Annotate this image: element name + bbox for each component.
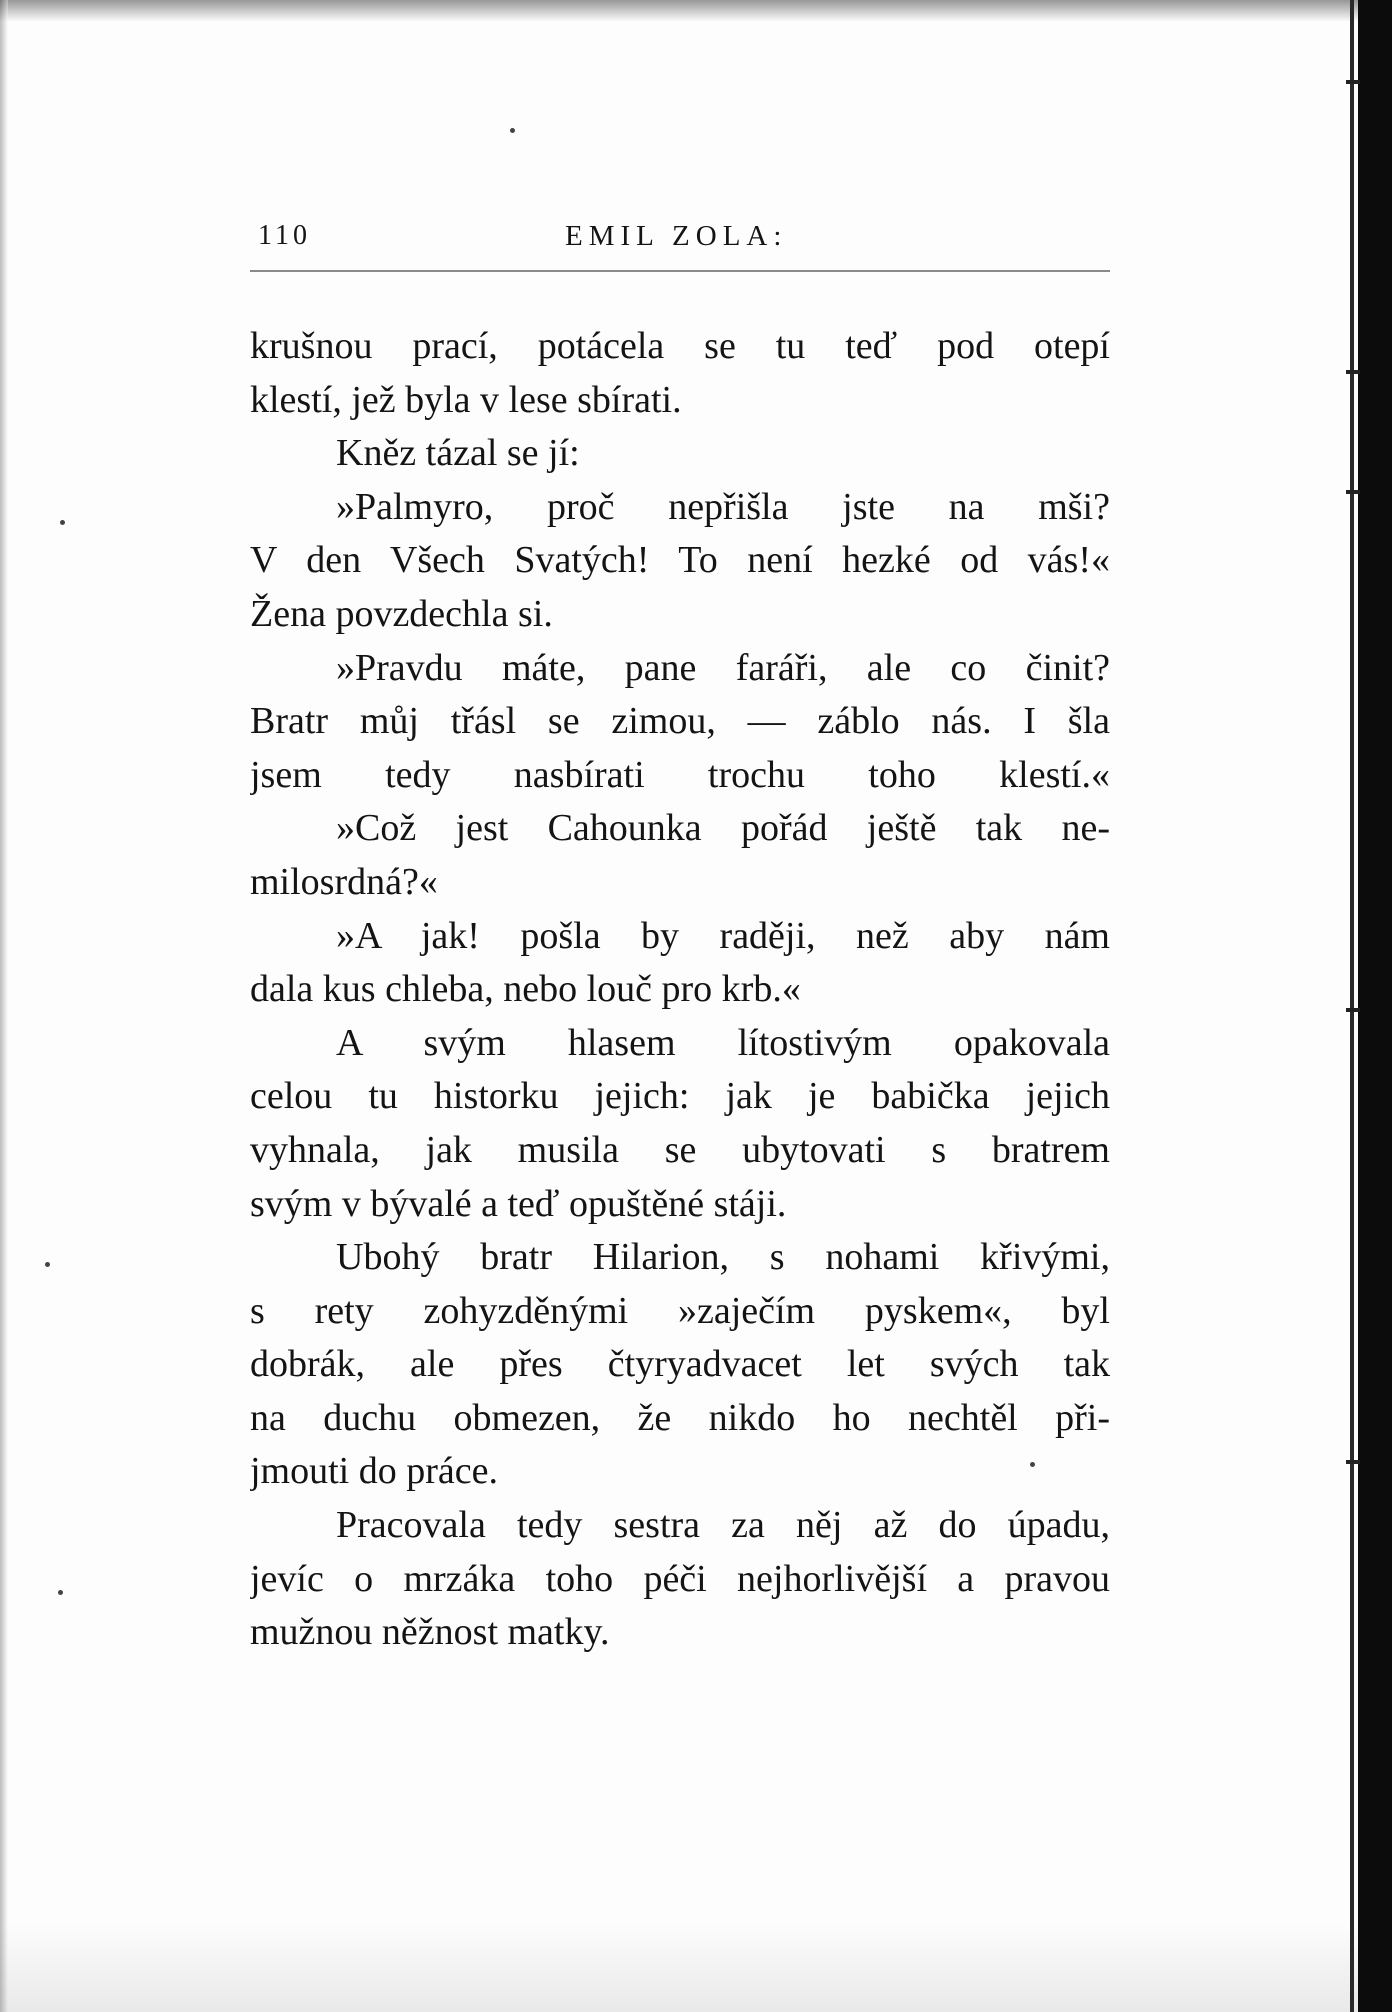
- text-line: svým v bývalé a teď opuštěné stáji.: [250, 1182, 787, 1225]
- scan-speck: [58, 1590, 63, 1595]
- binding-rule: [1350, 0, 1354, 2012]
- text-line: celou tu historku jejich: jak je babička jejich: [250, 1075, 1110, 1118]
- text-line: klestí, jež byla v lese sbírati.: [250, 378, 682, 421]
- text-line: na duchu obmezen, že nikdo ho nechtěl při-: [250, 1396, 1110, 1439]
- text-line: »Palmyro, proč nepřišla jste na mši?: [336, 485, 1110, 528]
- binding-tick: [1346, 1008, 1360, 1012]
- text-line: Žena povzdechla si.: [250, 592, 553, 635]
- binding-edge: [1358, 0, 1392, 2012]
- scan-speck: [510, 128, 515, 133]
- text-line: Kněz tázal se jí:: [336, 432, 580, 475]
- binding-tick: [1346, 1460, 1360, 1464]
- text-line: Ubohý bratr Hilarion, s nohami křivými,: [336, 1236, 1110, 1279]
- binding-tick: [1346, 490, 1360, 494]
- text-line: dobrák, ale přes čtyryadvacet let svých tak: [250, 1343, 1110, 1386]
- running-title: EMIL ZOLA:: [565, 220, 788, 252]
- text-line: krušnou prací, potácela se tu teď pod otepí: [250, 325, 1110, 367]
- text-line: s rety zohyzděnými »zaječím pyskem«, byl: [250, 1289, 1110, 1332]
- scan-speck: [45, 1262, 50, 1267]
- scan-edge-top: [0, 0, 1392, 22]
- text-line: »Pravdu máte, pane faráři, ale co činit?: [336, 646, 1110, 689]
- text-line: »Což jest Cahounka pořád ještě tak ne-: [336, 807, 1110, 850]
- text-line: mužnou něžnost matky.: [250, 1611, 610, 1654]
- scan-shadow-bottom: [0, 1922, 1392, 2012]
- running-header: [250, 220, 1110, 260]
- text-line: milosrdná?«: [250, 860, 438, 903]
- text-line: jevíc o mrzáka toho péči nejhorlivější a pravou: [250, 1557, 1110, 1600]
- binding-tick: [1346, 370, 1360, 374]
- page-number: 110: [258, 220, 311, 251]
- binding-tick: [1346, 80, 1360, 84]
- scan-edge-left: [0, 0, 8, 2012]
- text-line: vyhnala, jak musila se ubytovati s bratrem: [250, 1128, 1110, 1171]
- text-line: jsem tedy nasbírati trochu toho klestí.«: [250, 753, 1110, 796]
- scan-speck: [60, 520, 65, 525]
- text-line: V den Všech Svatých! To není hezké od vás!«: [250, 539, 1110, 582]
- body-text: [250, 320, 1110, 1660]
- text-line: dala kus chleba, nebo louč pro krb.«: [250, 968, 801, 1011]
- text-line: Pracovala tedy sestra za něj až do úpadu,: [336, 1504, 1110, 1547]
- text-line: Bratr můj třásl se zimou, — záblo nás. I šla: [250, 700, 1110, 743]
- text-line: A svým hlasem lítostivým opakovala: [336, 1021, 1110, 1064]
- text-line: jmouti do práce.: [250, 1450, 498, 1493]
- header-rule: [250, 270, 1110, 272]
- text-line: »A jak! pošla by raději, než aby nám: [336, 914, 1110, 957]
